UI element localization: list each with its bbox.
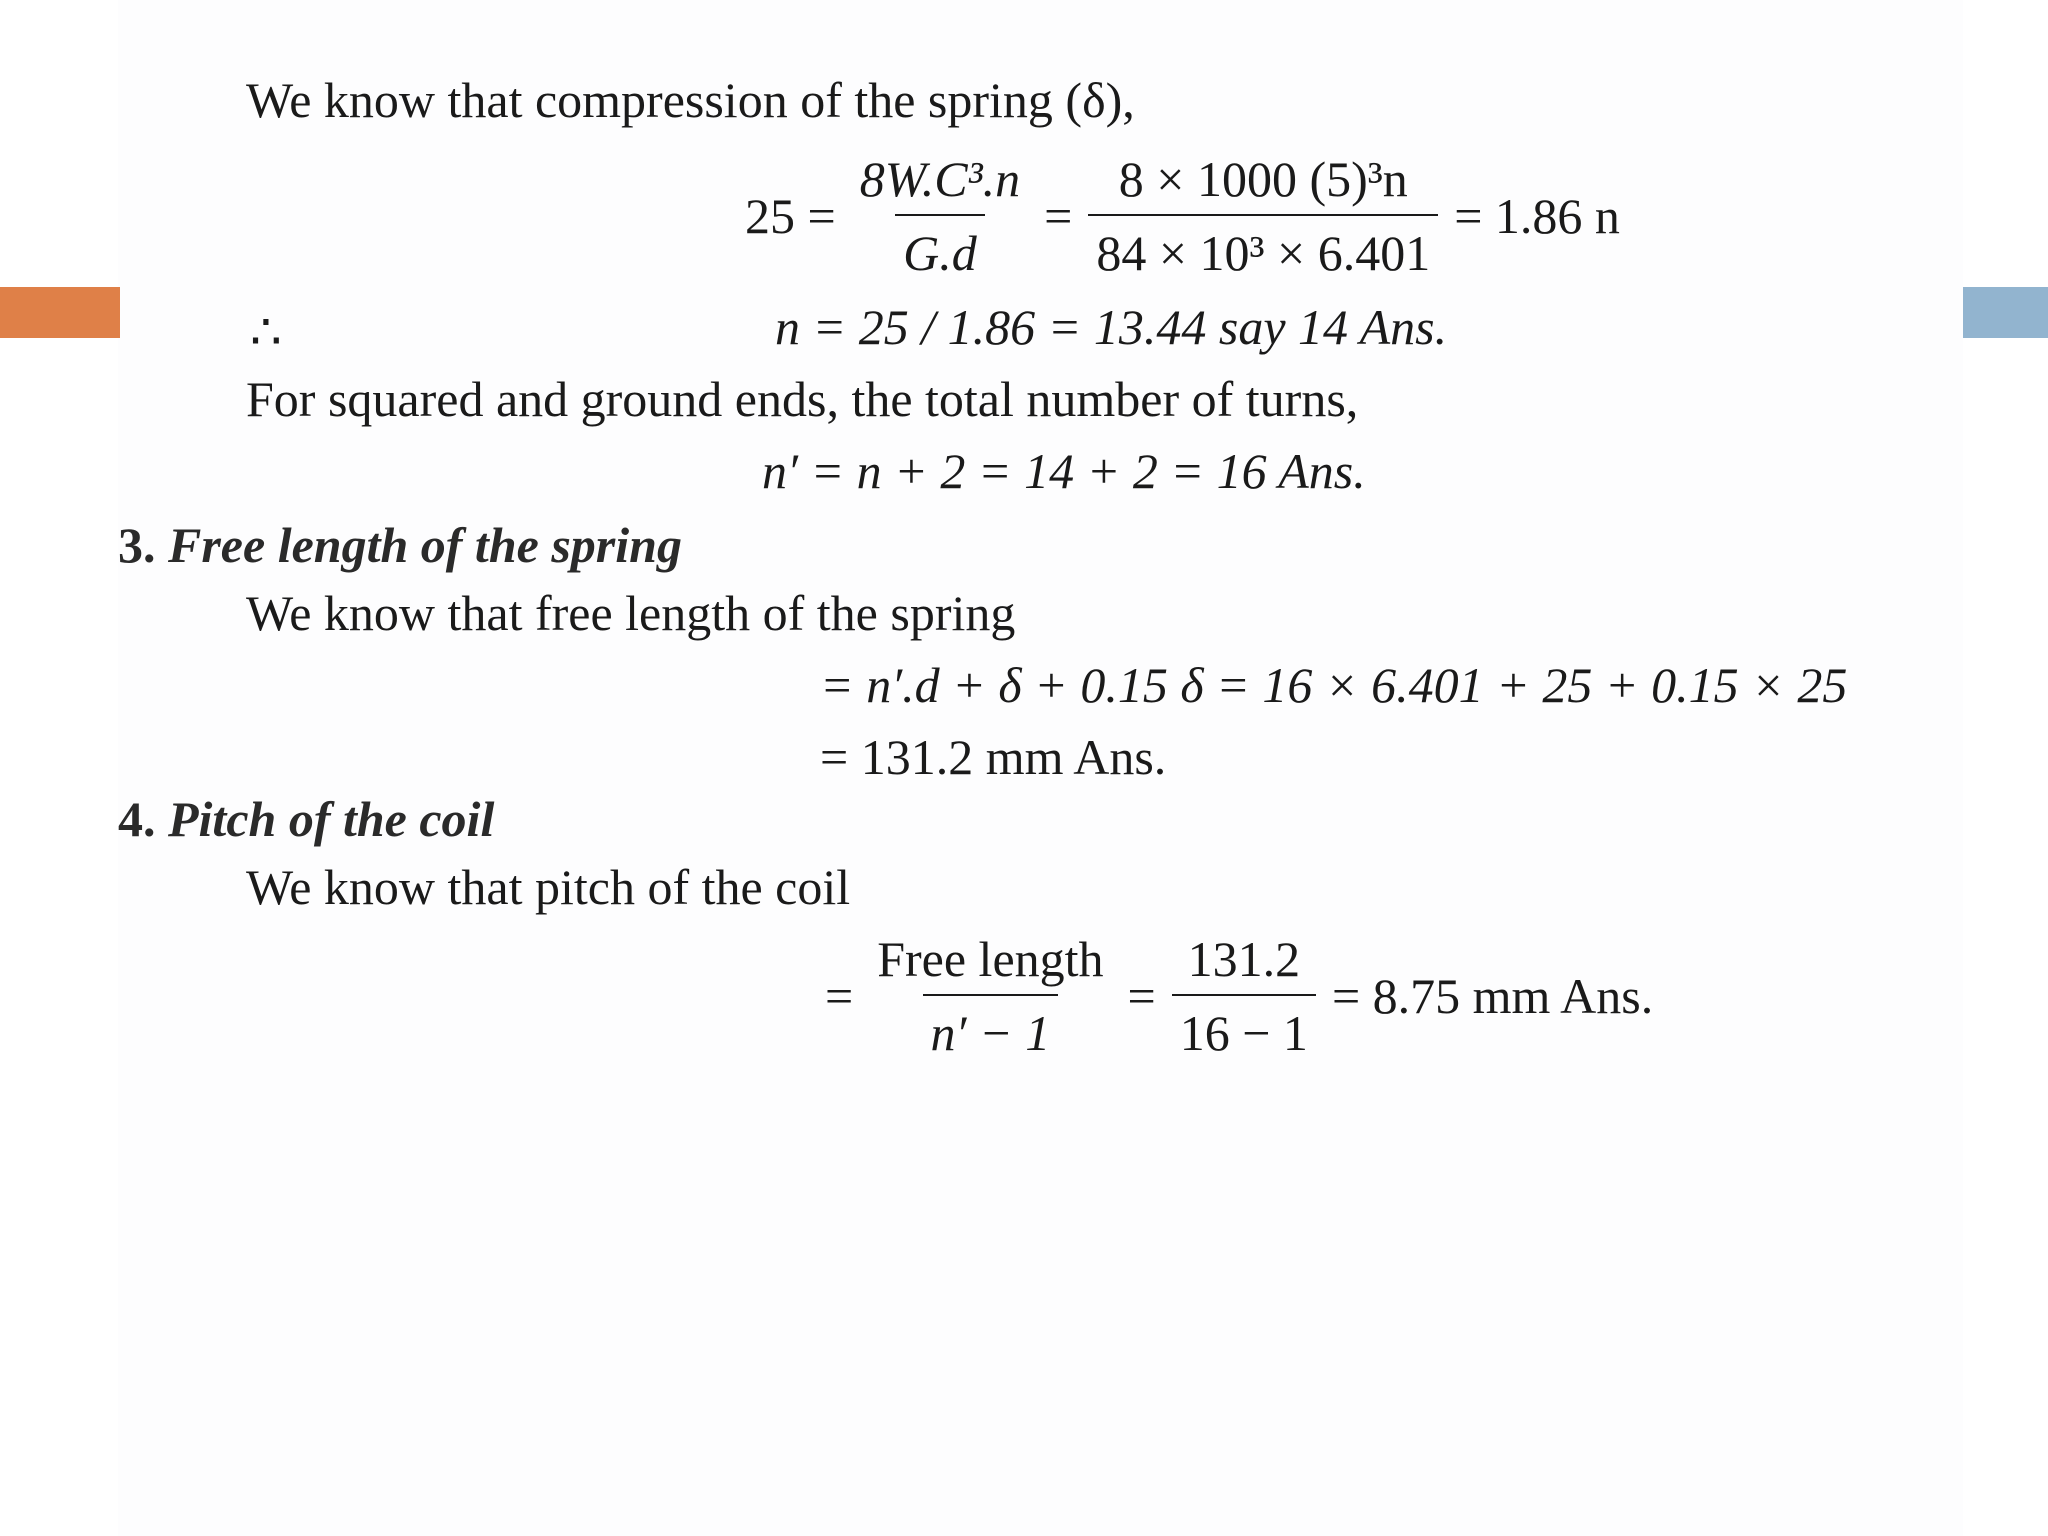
eq1-fraction-1 [852,150,1028,282]
eq1-frac1-denominator: G.d [895,214,985,282]
intro-turns: For squared and ground ends, the total number of turns, [246,371,1359,427]
equation-free-length: = n′.d + δ + 0.15 δ = 16 × 6.401 + 25 + 0.15 × 25 [820,657,1848,713]
eq6-fraction-2 [1172,930,1316,1062]
therefore-symbol: ∴ [250,304,282,360]
accent-bar-right [1963,287,2048,338]
section-3-title: Free length of the spring [168,517,682,573]
equation-compression [745,150,1620,282]
equation-free-length-result: = 131.2 mm Ans. [820,729,1167,785]
eq1-frac2-numerator: 8 × 1000 (5)³n [1118,151,1408,207]
eq6-frac2-numerator: 131.2 [1187,931,1301,987]
intro-pitch: We know that pitch of the coil [246,859,851,915]
eq1-lhs: 25 = [745,188,836,244]
eq6-rhs: = 8.75 mm Ans. [1331,968,1654,1024]
eq1-frac1-numerator: 8W.C³.n [859,151,1021,207]
equation-pitch [825,930,1653,1062]
eq6-frac1-denominator: n′ − 1 [923,994,1059,1062]
eq1-frac2-denominator: 84 × 10³ × 6.401 [1088,214,1438,282]
equation-total-turns: n′ = n + 2 = 14 + 2 = 16 Ans. [762,443,1366,499]
section-4-title: Pitch of the coil [168,791,495,847]
eq6-frac2-denominator: 16 − 1 [1172,994,1316,1062]
eq6-equals: = [1127,968,1156,1024]
section-4-number: 4. [118,791,156,847]
eq1-equals: = [1044,188,1073,244]
equation-active-turns: n = 25 / 1.86 = 13.44 say 14 Ans. [775,299,1448,355]
intro-free-length: We know that free length of the spring [246,585,1016,641]
section-4-heading [118,790,494,848]
eq1-rhs: = 1.86 n [1454,188,1620,244]
accent-bar-left [0,287,120,338]
eq6-frac1-numerator: Free length [877,931,1104,987]
intro-compression: We know that compression of the spring (δ), [246,72,1135,128]
eq6-lhs: = [825,968,854,1024]
eq6-fraction-1 [869,930,1111,1062]
eq1-fraction-2 [1088,150,1438,282]
section-3-number: 3. [118,517,156,573]
section-3-heading [118,516,682,574]
